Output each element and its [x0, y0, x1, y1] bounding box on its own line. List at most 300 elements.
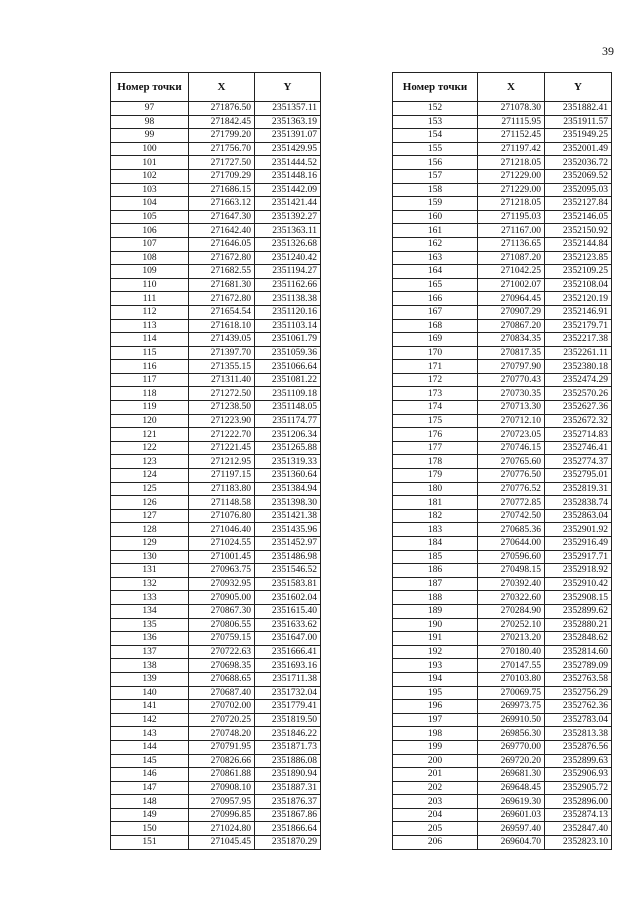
table-row [393, 414, 612, 428]
table-row [111, 115, 321, 129]
table-row [111, 822, 321, 836]
y-cell: 2352905.72 [545, 781, 612, 795]
point-number-cell: 161 [393, 224, 478, 238]
y-cell: 2351546.52 [255, 564, 321, 578]
x-cell: 270770.43 [478, 373, 545, 387]
point-number-cell: 202 [393, 781, 478, 795]
y-cell: 2352474.29 [545, 373, 612, 387]
y-cell: 2351319.33 [255, 455, 321, 469]
table-row [111, 360, 321, 374]
table-row [393, 632, 612, 646]
x-cell: 271045.45 [189, 836, 255, 850]
x-cell: 269604.70 [478, 836, 545, 850]
x-cell: 270907.29 [478, 305, 545, 319]
x-cell: 270996.85 [189, 808, 255, 822]
table-row [111, 795, 321, 809]
table-row [111, 414, 321, 428]
x-cell: 271218.05 [478, 156, 545, 170]
y-header: Y [545, 73, 612, 102]
y-cell: 2351452.97 [255, 537, 321, 551]
point-number-cell: 118 [111, 387, 189, 401]
x-cell: 270687.40 [189, 686, 255, 700]
point-number-cell: 162 [393, 237, 478, 251]
y-cell: 2352746.41 [545, 441, 612, 455]
point-number-cell: 102 [111, 169, 189, 183]
point-number-cell: 97 [111, 102, 189, 116]
y-cell: 2352916.49 [545, 537, 612, 551]
x-cell: 270180.40 [478, 645, 545, 659]
y-cell: 2351444.52 [255, 156, 321, 170]
point-number-cell: 192 [393, 645, 478, 659]
y-cell: 2352908.15 [545, 591, 612, 605]
y-cell: 2351148.05 [255, 401, 321, 415]
point-number-cell: 129 [111, 537, 189, 551]
table-row [393, 768, 612, 782]
point-number-cell: 105 [111, 210, 189, 224]
table-row [111, 373, 321, 387]
y-cell: 2352144.84 [545, 237, 612, 251]
x-cell: 270776.50 [478, 469, 545, 483]
point-number-cell: 128 [111, 523, 189, 537]
x-cell: 270797.90 [478, 360, 545, 374]
y-cell: 2351162.66 [255, 278, 321, 292]
table-row [393, 537, 612, 551]
table-row [111, 401, 321, 415]
table-row [393, 115, 612, 129]
y-cell: 2352261.11 [545, 346, 612, 360]
x-cell: 271681.30 [189, 278, 255, 292]
point-number-cell: 145 [111, 754, 189, 768]
x-cell: 270861.88 [189, 768, 255, 782]
x-cell: 271212.95 [189, 455, 255, 469]
x-cell: 270817.35 [478, 346, 545, 360]
y-cell: 2352069.52 [545, 169, 612, 183]
x-cell: 270723.05 [478, 428, 545, 442]
table-row [111, 564, 321, 578]
table-row [111, 496, 321, 510]
point-number-cell: 163 [393, 251, 478, 265]
y-cell: 2351066.64 [255, 360, 321, 374]
table-row [393, 346, 612, 360]
x-cell: 271238.50 [189, 401, 255, 415]
x-cell: 271087.20 [478, 251, 545, 265]
x-cell: 270685.36 [478, 523, 545, 537]
y-cell: 2351819.50 [255, 713, 321, 727]
point-number-cell: 179 [393, 469, 478, 483]
point-number-cell: 197 [393, 713, 478, 727]
table-row [111, 469, 321, 483]
point-number-cell: 137 [111, 645, 189, 659]
x-cell: 271042.25 [478, 265, 545, 279]
y-cell: 2351876.37 [255, 795, 321, 809]
point-number-cell: 117 [111, 373, 189, 387]
table-row [111, 754, 321, 768]
point-number-cell: 189 [393, 604, 478, 618]
x-cell: 270698.35 [189, 659, 255, 673]
y-cell: 2352127.84 [545, 197, 612, 211]
y-cell: 2351867.86 [255, 808, 321, 822]
table-row [393, 700, 612, 714]
table-row [111, 700, 321, 714]
x-cell: 270103.80 [478, 672, 545, 686]
point-number-cell: 101 [111, 156, 189, 170]
point-number-cell: 190 [393, 618, 478, 632]
y-cell: 2351392.27 [255, 210, 321, 224]
point-number-cell: 165 [393, 278, 478, 292]
table-row [393, 102, 612, 116]
y-cell: 2351890.94 [255, 768, 321, 782]
point-number-cell: 138 [111, 659, 189, 673]
point-number-cell: 107 [111, 237, 189, 251]
table-row [393, 808, 612, 822]
x-header: X [189, 73, 255, 102]
x-cell: 270730.35 [478, 387, 545, 401]
x-cell: 270963.75 [189, 564, 255, 578]
point-number-cell: 175 [393, 414, 478, 428]
table-row [393, 781, 612, 795]
x-cell: 271223.90 [189, 414, 255, 428]
table-row [393, 265, 612, 279]
x-cell: 270720.25 [189, 713, 255, 727]
point-number-cell: 196 [393, 700, 478, 714]
table-row [393, 686, 612, 700]
table-row [111, 632, 321, 646]
point-number-cell: 204 [393, 808, 478, 822]
point-number-cell: 193 [393, 659, 478, 673]
x-cell: 271221.45 [189, 441, 255, 455]
point-number-cell: 131 [111, 564, 189, 578]
y-cell: 2351583.81 [255, 577, 321, 591]
table-row [111, 509, 321, 523]
table-row [393, 509, 612, 523]
point-number-cell: 182 [393, 509, 478, 523]
y-cell: 2351326.68 [255, 237, 321, 251]
x-cell: 270688.65 [189, 672, 255, 686]
table-row [111, 265, 321, 279]
y-cell: 2351911.57 [545, 115, 612, 129]
x-cell: 271272.50 [189, 387, 255, 401]
point-number-cell: 184 [393, 537, 478, 551]
table-row [111, 441, 321, 455]
point-number-cell: 154 [393, 129, 478, 143]
y-cell: 2351448.16 [255, 169, 321, 183]
y-cell: 2352217.38 [545, 333, 612, 347]
table-row [111, 428, 321, 442]
table-row [393, 577, 612, 591]
y-cell: 2352813.38 [545, 727, 612, 741]
table-row [393, 604, 612, 618]
table-row [111, 645, 321, 659]
point-number-cell: 198 [393, 727, 478, 741]
table-row [111, 210, 321, 224]
x-cell: 270905.00 [189, 591, 255, 605]
y-cell: 2351429.95 [255, 142, 321, 156]
y-cell: 2352901.92 [545, 523, 612, 537]
y-cell: 2352906.93 [545, 768, 612, 782]
y-cell: 2352714.83 [545, 428, 612, 442]
point-number-cell: 99 [111, 129, 189, 143]
table-row [393, 740, 612, 754]
y-cell: 2351647.00 [255, 632, 321, 646]
point-number-cell: 146 [111, 768, 189, 782]
x-cell: 270806.55 [189, 618, 255, 632]
point-number-cell: 152 [393, 102, 478, 116]
x-cell: 269770.00 [478, 740, 545, 754]
y-cell: 2351886.08 [255, 754, 321, 768]
point-number-cell: 203 [393, 795, 478, 809]
table-row [111, 523, 321, 537]
x-cell: 270722.63 [189, 645, 255, 659]
table-row [111, 618, 321, 632]
y-cell: 2351138.38 [255, 292, 321, 306]
x-cell: 270748.20 [189, 727, 255, 741]
table-row [111, 333, 321, 347]
y-cell: 2351120.16 [255, 305, 321, 319]
point-number-cell: 116 [111, 360, 189, 374]
y-cell: 2351240.42 [255, 251, 321, 265]
y-cell: 2351103.14 [255, 319, 321, 333]
table-row [111, 156, 321, 170]
table-row [393, 455, 612, 469]
point-number-cell: 104 [111, 197, 189, 211]
point-number-cell: 123 [111, 455, 189, 469]
x-cell: 271218.05 [478, 197, 545, 211]
x-cell: 270908.10 [189, 781, 255, 795]
table-row [393, 224, 612, 238]
point-number-cell: 155 [393, 142, 478, 156]
y-cell: 2352838.74 [545, 496, 612, 510]
point-number-cell: 114 [111, 333, 189, 347]
point-number-cell: 141 [111, 700, 189, 714]
point-number-cell: 178 [393, 455, 478, 469]
table-row [393, 251, 612, 265]
point-number-cell: 110 [111, 278, 189, 292]
point-number-cell: 115 [111, 346, 189, 360]
x-cell: 270713.30 [478, 401, 545, 415]
table-row [393, 292, 612, 306]
y-cell: 2351391.07 [255, 129, 321, 143]
table-row [111, 659, 321, 673]
x-cell: 270772.85 [478, 496, 545, 510]
x-cell: 270213.20 [478, 632, 545, 646]
y-cell: 2352179.71 [545, 319, 612, 333]
x-cell: 270742.50 [478, 509, 545, 523]
table-row [111, 387, 321, 401]
x-cell: 271439.05 [189, 333, 255, 347]
table-row [393, 278, 612, 292]
point-number-cell: 164 [393, 265, 478, 279]
x-cell: 271799.20 [189, 129, 255, 143]
table-row [393, 305, 612, 319]
point-number-cell: 177 [393, 441, 478, 455]
y-cell: 2351363.19 [255, 115, 321, 129]
y-cell: 2351360.64 [255, 469, 321, 483]
x-cell: 271311.40 [189, 373, 255, 387]
x-cell: 270957.95 [189, 795, 255, 809]
y-cell: 2352146.05 [545, 210, 612, 224]
x-cell: 271152.45 [478, 129, 545, 143]
x-cell: 271397.70 [189, 346, 255, 360]
table-row [393, 591, 612, 605]
table-row [393, 183, 612, 197]
y-cell: 2351602.04 [255, 591, 321, 605]
point-number-cell: 148 [111, 795, 189, 809]
y-cell: 2351693.16 [255, 659, 321, 673]
y-cell: 2352880.21 [545, 618, 612, 632]
table-row [393, 210, 612, 224]
y-cell: 2351109.18 [255, 387, 321, 401]
table-row [111, 713, 321, 727]
point-number-cell: 122 [111, 441, 189, 455]
y-cell: 2351779.41 [255, 700, 321, 714]
table-row [111, 305, 321, 319]
x-cell: 270826.66 [189, 754, 255, 768]
y-cell: 2352899.63 [545, 754, 612, 768]
x-cell: 270932.95 [189, 577, 255, 591]
point-number-cell: 150 [111, 822, 189, 836]
x-cell: 271646.05 [189, 237, 255, 251]
y-cell: 2352795.01 [545, 469, 612, 483]
point-number-cell: 149 [111, 808, 189, 822]
x-cell: 271709.29 [189, 169, 255, 183]
point-number-cell: 187 [393, 577, 478, 591]
table-row [393, 754, 612, 768]
y-header: Y [255, 73, 321, 102]
table-row [111, 537, 321, 551]
point-number-cell: 160 [393, 210, 478, 224]
y-cell: 2351206.34 [255, 428, 321, 442]
x-cell: 271002.07 [478, 278, 545, 292]
table-row [393, 795, 612, 809]
y-cell: 2352874.13 [545, 808, 612, 822]
x-cell: 270252.10 [478, 618, 545, 632]
point-number-cell: 206 [393, 836, 478, 850]
table-row [393, 401, 612, 415]
table-row [393, 822, 612, 836]
y-cell: 2351384.94 [255, 482, 321, 496]
x-cell: 271756.70 [189, 142, 255, 156]
x-cell: 270791.95 [189, 740, 255, 754]
y-cell: 2352789.09 [545, 659, 612, 673]
x-cell: 270596.60 [478, 550, 545, 564]
table-row [111, 292, 321, 306]
table-row [111, 237, 321, 251]
y-cell: 2351061.79 [255, 333, 321, 347]
table-row [393, 428, 612, 442]
point-number-cell: 133 [111, 591, 189, 605]
x-cell: 271076.80 [189, 509, 255, 523]
point-number-cell: 124 [111, 469, 189, 483]
point-number-cell: 188 [393, 591, 478, 605]
x-cell: 270867.30 [189, 604, 255, 618]
point-number-cell: 172 [393, 373, 478, 387]
point-number-cell: 136 [111, 632, 189, 646]
y-cell: 2352917.71 [545, 550, 612, 564]
x-cell: 271672.80 [189, 292, 255, 306]
x-header: X [478, 73, 545, 102]
point-number-cell: 186 [393, 564, 478, 578]
table-row [393, 713, 612, 727]
point-number-cell: 142 [111, 713, 189, 727]
x-cell: 270765.60 [478, 455, 545, 469]
x-cell: 271355.15 [189, 360, 255, 374]
point-number-cell: 168 [393, 319, 478, 333]
x-cell: 269597.40 [478, 822, 545, 836]
table-row [393, 142, 612, 156]
x-cell: 270746.15 [478, 441, 545, 455]
point-number-cell: 139 [111, 672, 189, 686]
y-cell: 2351442.09 [255, 183, 321, 197]
header-row [111, 73, 321, 102]
point-number-cell: 157 [393, 169, 478, 183]
y-cell: 2351949.25 [545, 129, 612, 143]
x-cell: 270392.40 [478, 577, 545, 591]
table-row [393, 387, 612, 401]
y-cell: 2352762.36 [545, 700, 612, 714]
page-number: 39 [602, 44, 614, 58]
y-cell: 2351435.96 [255, 523, 321, 537]
y-cell: 2351633.62 [255, 618, 321, 632]
x-cell: 271229.00 [478, 183, 545, 197]
x-cell: 270759.15 [189, 632, 255, 646]
point-number-header: Номер точки [393, 73, 478, 102]
table-row [393, 129, 612, 143]
y-cell: 2352863.04 [545, 509, 612, 523]
table-row [393, 237, 612, 251]
y-cell: 2352763.58 [545, 672, 612, 686]
point-number-cell: 171 [393, 360, 478, 374]
x-cell: 271148.58 [189, 496, 255, 510]
y-cell: 2351866.64 [255, 822, 321, 836]
point-number-cell: 201 [393, 768, 478, 782]
y-cell: 2352848.62 [545, 632, 612, 646]
table-row [393, 727, 612, 741]
x-cell: 271618.10 [189, 319, 255, 333]
x-cell: 271682.55 [189, 265, 255, 279]
table-row [393, 333, 612, 347]
y-cell: 2352380.18 [545, 360, 612, 374]
table-row [111, 224, 321, 238]
point-number-cell: 121 [111, 428, 189, 442]
y-cell: 2352823.10 [545, 836, 612, 850]
y-cell: 2351059.36 [255, 346, 321, 360]
table-row [111, 197, 321, 211]
point-number-cell: 191 [393, 632, 478, 646]
table-row [111, 129, 321, 143]
table-row [111, 727, 321, 741]
x-cell: 270498.15 [478, 564, 545, 578]
table-row [393, 197, 612, 211]
point-number-cell: 135 [111, 618, 189, 632]
table-row [111, 768, 321, 782]
y-cell: 2351882.41 [545, 102, 612, 116]
table-row [111, 278, 321, 292]
x-cell: 271672.80 [189, 251, 255, 265]
y-cell: 2351265.88 [255, 441, 321, 455]
table-row [393, 482, 612, 496]
x-cell: 271727.50 [189, 156, 255, 170]
y-cell: 2351846.22 [255, 727, 321, 741]
point-number-cell: 147 [111, 781, 189, 795]
x-cell: 269856.30 [478, 727, 545, 741]
y-cell: 2351887.31 [255, 781, 321, 795]
point-number-cell: 167 [393, 305, 478, 319]
y-cell: 2351732.04 [255, 686, 321, 700]
table-row [393, 373, 612, 387]
point-number-cell: 158 [393, 183, 478, 197]
table-row [111, 672, 321, 686]
table-row [393, 523, 612, 537]
